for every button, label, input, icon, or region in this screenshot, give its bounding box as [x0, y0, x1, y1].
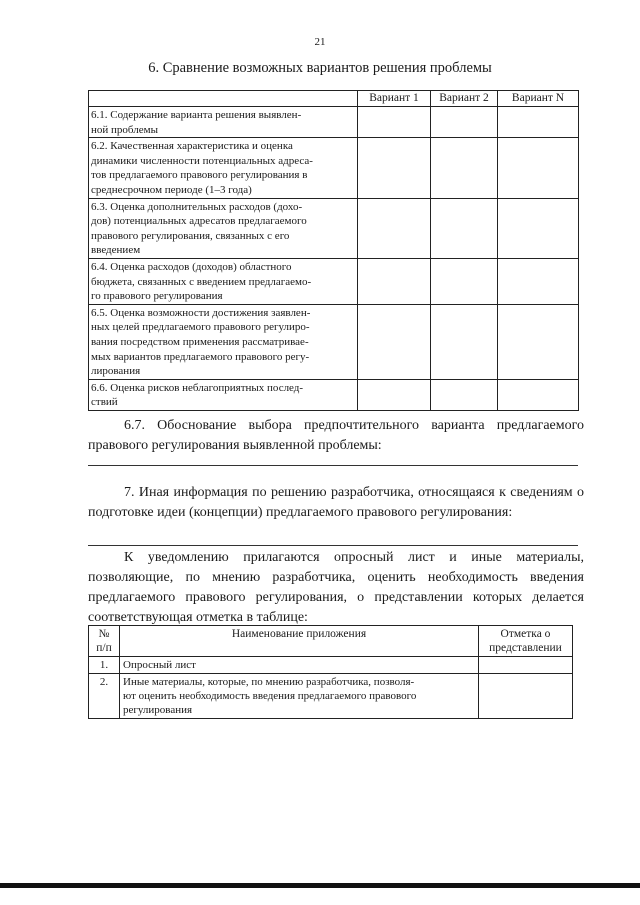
criterion-line: вания посредством применения рассматривае- — [91, 335, 309, 348]
criterion-line: лирования — [91, 365, 141, 378]
mark-header-line-2: представлении — [489, 642, 562, 654]
criterion-column-header — [89, 91, 358, 107]
attachments-table — [88, 625, 573, 719]
variants-table-row — [89, 138, 579, 198]
criterion-line: ной проблемы — [91, 123, 158, 136]
variant-n-cell — [498, 107, 579, 138]
section-7-text: 7. Иная информация по решению разработчика, относящаяся к сведениям о подготовке идеи (концепции) предлагаемого правового регулирования: — [88, 485, 584, 520]
criterion-line: тов предлагаемого правового регулирования в — [91, 169, 308, 182]
criterion-line: 6.5. Оценка возможности достижения заявлен- — [91, 306, 311, 319]
section-6-title: 6. Сравнение возможных вариантов решения проблемы — [148, 60, 492, 76]
criterion-line: 6.1. Содержание варианта решения выявлен- — [91, 109, 302, 121]
variant-n-cell — [498, 379, 579, 410]
attachment-name-column-header: Наименование приложения — [120, 626, 479, 657]
variant-1-cell — [358, 304, 431, 379]
attachment-name-line: регулирования — [123, 704, 193, 716]
criterion-line: мых вариантов предлагаемого правового регу- — [91, 350, 310, 363]
criterion-cell — [89, 304, 358, 379]
variant-1-cell — [358, 258, 431, 304]
page-bottom-border — [0, 883, 640, 888]
attachment-name-line: Иные материалы, которые, по мнению разработчика, позволя- — [123, 676, 415, 688]
number-header-line-2: п/п — [96, 642, 112, 654]
variants-table-row — [89, 258, 579, 304]
attachments-table-header-row — [89, 626, 573, 657]
variant-2-cell — [431, 138, 498, 198]
criterion-line: введением — [91, 244, 141, 257]
attachments-note-text: К уведомлению прилагаются опросный лист и иные материалы, позволяющие, по мнению разработчика, оценить необходимость введения предлагаемого правового регулирования, о представлении которых делается соответствующая отметка в таблице: — [88, 550, 584, 625]
attachment-number: 2. — [89, 674, 120, 719]
attachment-row — [89, 674, 573, 719]
section-6-7-text: 6.7. Обоснование выбора предпочтительного варианта предлагаемого правового регулирования выявленной проблемы: — [88, 418, 584, 453]
variants-table-row — [89, 107, 579, 138]
criterion-cell — [89, 138, 358, 198]
criterion-line: динамики численности потенциальных адреса- — [91, 154, 313, 167]
variants-table-row — [89, 198, 579, 258]
section-6-7-answer-line — [88, 465, 578, 466]
criterion-cell — [89, 198, 358, 258]
attachment-name — [120, 657, 479, 674]
section-7-answer-line — [88, 545, 578, 546]
criterion-line: бюджета, связанных с введением предлагаемо- — [91, 275, 312, 288]
criterion-cell — [89, 379, 358, 410]
variant-1-cell — [358, 379, 431, 410]
attachment-mark — [479, 657, 573, 674]
criterion-line: ствий — [91, 396, 118, 409]
criterion-cell — [89, 258, 358, 304]
criterion-line: 6.4. Оценка расходов (доходов) областного — [91, 260, 292, 273]
attachment-row — [89, 657, 573, 674]
number-header-line-1: № — [98, 628, 110, 640]
variant-1-cell — [358, 138, 431, 198]
attachment-number: 1. — [89, 657, 120, 674]
variant-2-cell — [431, 107, 498, 138]
variant-1-header: Вариант 1 — [358, 91, 431, 107]
attachment-name-line: Опросный лист — [123, 659, 196, 671]
page-number: 21 — [314, 36, 326, 48]
variant-2-cell — [431, 304, 498, 379]
variant-2-header: Вариант 2 — [431, 91, 498, 107]
criterion-line: го правового регулирования — [91, 290, 223, 303]
variants-table-row — [89, 304, 579, 379]
criterion-line: 6.6. Оценка рисков неблагоприятных послед- — [91, 381, 304, 394]
variant-n-header: Вариант N — [498, 91, 579, 107]
criterion-line: ных целей предлагаемого правового регулиро- — [91, 321, 310, 334]
criterion-line: 6.2. Качественная характеристика и оценка — [91, 140, 293, 153]
number-column-header — [89, 626, 120, 657]
mark-column-header — [479, 626, 573, 657]
variants-table-header-row — [89, 91, 579, 107]
attachment-name-line: ют оценить необходимость введения предлагаемого правового — [123, 690, 417, 702]
variant-2-cell — [431, 379, 498, 410]
criterion-line: среднесрочном периоде (1–3 года) — [91, 183, 252, 196]
variant-n-cell — [498, 198, 579, 258]
criterion-line: правового регулирования, связанных с его — [91, 229, 290, 242]
criterion-line: дов) потенциальных адресатов предлагаемого — [91, 215, 307, 228]
variants-comparison-table — [88, 90, 579, 411]
variant-2-cell — [431, 258, 498, 304]
attachment-mark — [479, 674, 573, 719]
variant-n-cell — [498, 258, 579, 304]
attachment-name — [120, 674, 479, 719]
criterion-line: 6.3. Оценка дополнительных расходов (дохо- — [91, 200, 303, 213]
criterion-cell — [89, 107, 358, 138]
variant-1-cell — [358, 198, 431, 258]
variant-2-cell — [431, 198, 498, 258]
variant-n-cell — [498, 138, 579, 198]
variants-table-row — [89, 379, 579, 410]
mark-header-line-1: Отметка о — [500, 628, 551, 640]
variant-1-cell — [358, 107, 431, 138]
variant-n-cell — [498, 304, 579, 379]
